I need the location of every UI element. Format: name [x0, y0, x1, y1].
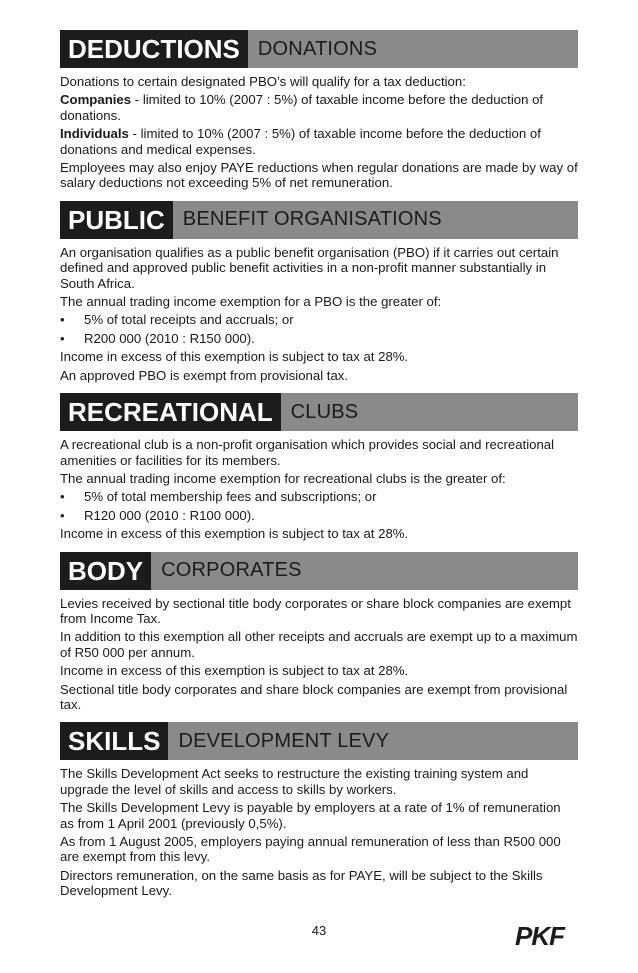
body-paragraph: Directors remuneration, on the same basis as for PAYE, will be subject to the Skills Development Levy. — [60, 867, 543, 899]
bullet-text: 5% of total membership fees and subscriptions; or — [84, 489, 377, 505]
banner-subheading: BENEFIT ORGANISATIONS — [182, 208, 442, 231]
bullet-text: 5% of total receipts and accruals; or — [84, 312, 294, 328]
bullet-dot-icon: • — [60, 330, 65, 346]
body-paragraph: An approved PBO is exempt from provisional tax. — [60, 367, 349, 383]
body-paragraph: The annual trading income exemption for recreational clubs is the greater of: — [60, 470, 506, 486]
bullet-dot-icon: • — [60, 312, 65, 328]
section-recreational — [60, 393, 578, 541]
bullet-item — [60, 508, 578, 523]
body-paragraph: As from 1 August 2005, employers paying annual remuneration of less than R500 000 are exempt from this levy. — [60, 834, 561, 865]
banner-subheading: DEVELOPMENT LEVY — [178, 729, 390, 752]
body-paragraph: The Skills Development Levy is payable by employers at a rate of 1% of remuneration as from 1 April 2001 (previously 0,5%). — [60, 800, 561, 831]
section-deductions — [60, 30, 578, 191]
banner-heading: SKILLS — [60, 722, 168, 760]
body-paragraph: The annual trading income exemption for a PBO is the greater of: — [60, 294, 442, 310]
banner-subheading: CLUBS — [290, 400, 359, 423]
section-banner — [60, 552, 578, 590]
banner-heading: RECREATIONAL — [60, 393, 281, 431]
banner-heading: BODY — [60, 552, 151, 590]
body-paragraph: Levies received by sectional title body corporates or share block companies are exempt from Income Tax. — [60, 595, 571, 626]
bullet-item — [60, 331, 578, 346]
body-paragraph — [60, 126, 578, 157]
bullet-text: R200 000 (2010 : R150 000). — [84, 330, 255, 346]
banner-subheading: DONATIONS — [257, 37, 378, 60]
body-paragraph — [60, 92, 578, 123]
banner-heading: PUBLIC — [60, 201, 173, 239]
section-banner — [60, 30, 578, 68]
pkf-logo: PKF — [515, 921, 564, 951]
section-body — [60, 552, 578, 713]
body-paragraph: A recreational club is a non-profit organisation which provides social and recreational amenities or facilities for its members. — [60, 437, 555, 468]
body-paragraph: Income in excess of this exemption is subject to tax at 28%. — [60, 663, 409, 679]
body-paragraph: Employees may also enjoy PAYE reductions when regular donations are made by way of salary deductions not exceeding 5% of net remuneration. — [60, 160, 578, 191]
body-paragraph: Income in excess of this exemption is subject to tax at 28%. — [60, 349, 409, 365]
page-content — [60, 30, 578, 909]
bullet-dot-icon: • — [60, 507, 65, 523]
body-paragraph: In addition to this exemption all other receipts and accruals are exempt up to a maximum of R50 000 per annum. — [60, 629, 578, 660]
banner-subheading: CORPORATES — [161, 559, 302, 582]
paragraph-text: - limited to 10% (2007 : 5%) of taxable income before the deduction of donations. — [60, 92, 544, 123]
section-banner — [60, 393, 578, 431]
lead-term: Companies — [60, 92, 132, 108]
body-paragraph: Sectional title body corporates and share block companies are exempt from provisional tax. — [60, 681, 568, 712]
body-paragraph: Donations to certain designated PBO’s will qualify for a tax deduction: — [60, 74, 466, 89]
body-paragraph: The Skills Development Act seeks to restructure the existing training system and upgrade the level of skills and access to skills by workers. — [60, 766, 529, 797]
page-number: 43 — [311, 923, 327, 938]
bullet-text: R120 000 (2010 : R100 000). — [84, 507, 255, 523]
body-paragraph: An organisation qualifies as a public benefit organisation (PBO) if it carries out certain defined and approved public benefit activities in a non-profit manner substantially in South Africa. — [60, 244, 559, 291]
banner-heading: DEDUCTIONS — [60, 30, 248, 68]
section-public — [60, 201, 578, 383]
section-skills — [60, 722, 578, 898]
bullet-dot-icon: • — [60, 489, 65, 505]
paragraph-text: - limited to 10% (2007 : 5%) of taxable income before the deduction of donations and medical expenses. — [60, 126, 541, 157]
lead-term: Individuals — [60, 126, 129, 142]
section-banner — [60, 722, 578, 760]
section-banner — [60, 201, 578, 239]
body-paragraph: Income in excess of this exemption is subject to tax at 28%. — [60, 526, 409, 542]
bullet-item — [60, 312, 578, 327]
bullet-item — [60, 489, 578, 504]
